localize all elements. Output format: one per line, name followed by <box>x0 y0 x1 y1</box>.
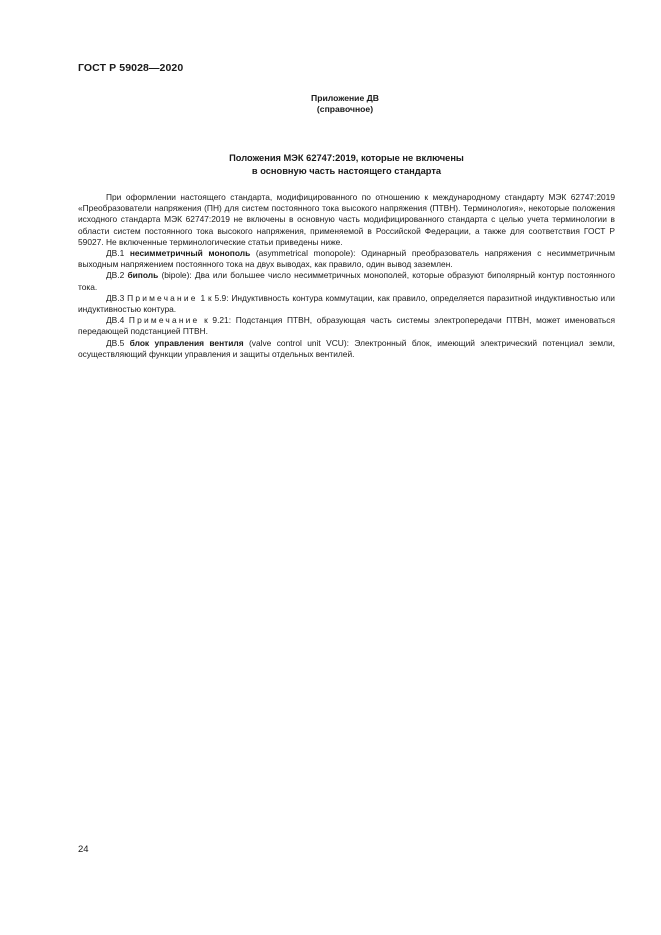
intro-paragraph: При оформлении настоящего стандарта, модифицированного по отношению к международному стандарту МЭК 62747:2019 «Преобразователи напряжения (ПН) для систем постоянного тока высокого напряжения (ПТВН). Терминология», некоторые положения исходного стандарта МЭК 62747:2019 не включены в основную часть модифицированного стандарта с целью учета терминологии в области систем постоянного тока высокого напряжения, применяемой в Российской Федерации, а также для соответствия ГОСТ Р 59027. Не включенные терминологические статьи приведены ниже. <box>78 192 615 247</box>
item-term: несимметричный монополь <box>129 248 251 259</box>
item-text: к 9.21: Подстанция ПТВН, образующая часть системы электропередачи ПТВН, может именоваться передающей подстанцией ПТВН. <box>78 315 616 337</box>
page-number: 24 <box>78 844 89 855</box>
item-number: ДВ.5 <box>106 337 130 348</box>
item-note-label: Примечание <box>127 292 198 303</box>
section-title-line-2: в основную часть настоящего стандарта <box>251 166 442 176</box>
item-number: ДВ.4 <box>106 315 129 326</box>
item-term: блок управления вентиля <box>129 337 244 348</box>
item-term: биполь <box>127 270 159 281</box>
section-title <box>78 152 615 178</box>
item-text: (bipole): Два или большее число несимметричных монополей, которые образуют биполярный контур постоянного тока. <box>78 270 615 292</box>
document-body <box>78 192 615 360</box>
item-dv5 <box>78 338 615 360</box>
item-dv1 <box>78 248 615 270</box>
item-dv3 <box>78 293 615 315</box>
item-number: ДВ.1 <box>106 248 130 259</box>
item-number: ДВ.2 <box>106 270 128 281</box>
annex-type: (справочное) <box>316 104 374 114</box>
item-note-label: Примечание <box>128 315 200 326</box>
annex-title: Приложение ДВ <box>311 93 379 103</box>
item-text: (valve control unit VCU): Электронный блок, имеющий электрический потенциал земли, осуществляющий функции управления и защиты отдельных вентилей. <box>78 337 615 359</box>
document-code: ГОСТ Р 59028—2020 <box>78 62 184 74</box>
item-dv4 <box>78 315 615 337</box>
item-text: 1 к 5.9: Индуктивность контура коммутации, как правило, определяется паразитной индуктивностью или индуктивностью контура. <box>78 292 615 315</box>
item-text: (asymmetrical monopole): Одинарный преобразователь напряжения с несимметричным выходным напряжением постоянного тока на двух выводах, как правило, один вывод заземлен. <box>78 248 615 270</box>
item-number: ДВ.3 <box>106 292 128 303</box>
item-dv2 <box>78 270 615 292</box>
section-title-line-1: Положения МЭК 62747:2019, которые не включены <box>229 153 464 163</box>
